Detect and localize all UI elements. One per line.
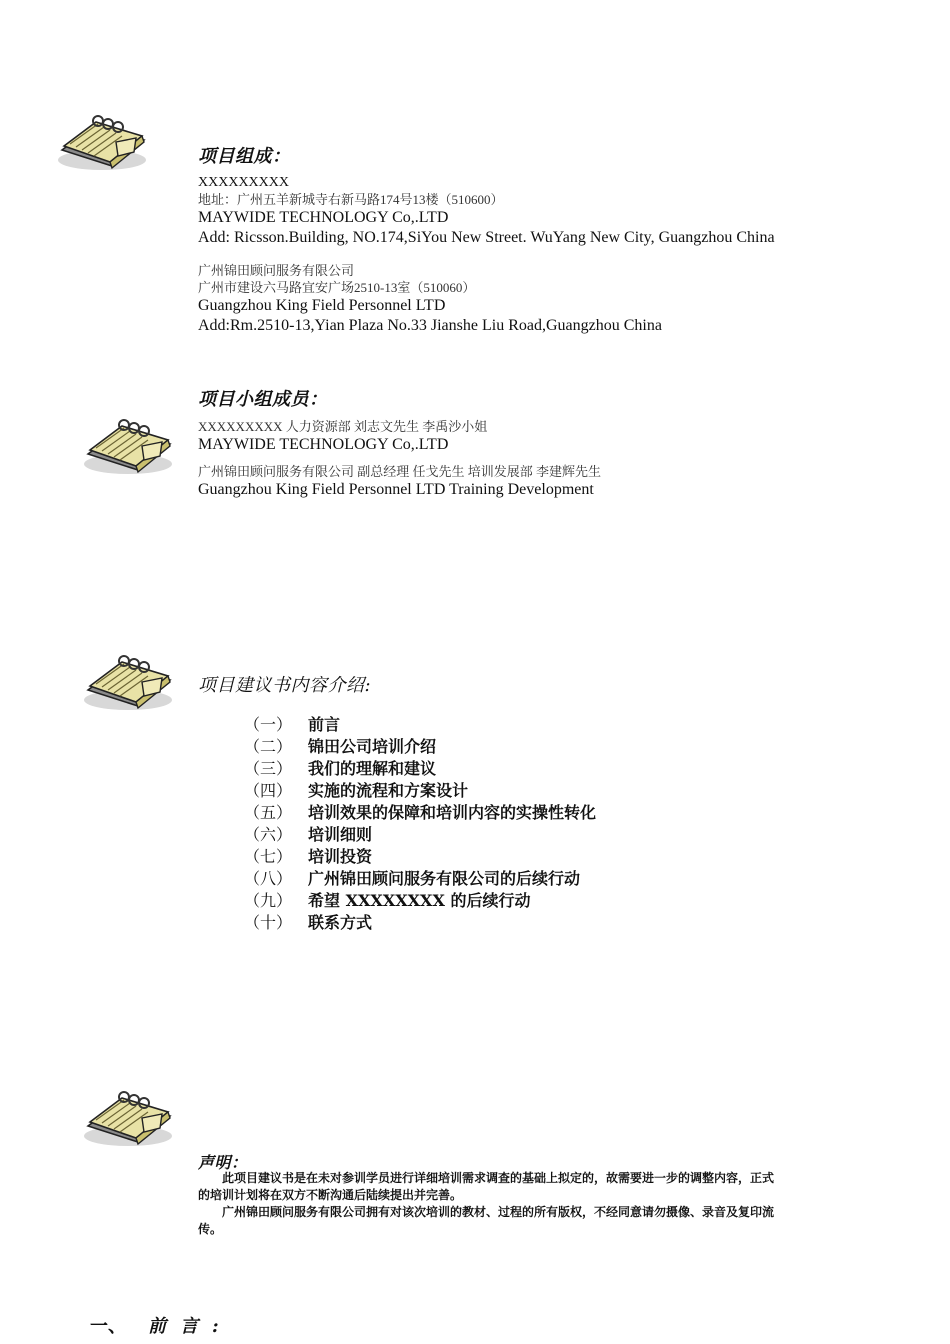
toc-label: 希望 XXXXXXXX 的后续行动 (308, 891, 531, 910)
toc-label: 锦田公司培训介绍 (308, 737, 437, 756)
toc-item (244, 868, 596, 890)
members-title: 项目小组成员： (198, 389, 328, 410)
toc-item (244, 890, 596, 912)
toc-num: （二） (244, 737, 293, 756)
contents-title: 项目建议书内容介绍: (198, 675, 372, 696)
chapter1-heading (90, 1312, 233, 1338)
chapter1-number: 一、 (90, 1316, 126, 1337)
company1-name: XXXXXXXXX (198, 175, 289, 190)
chapter1-title: 前言: (148, 1316, 233, 1337)
composition-title: 项目组成： (198, 146, 291, 167)
company2-name-cn: 广州锦田顾问服务有限公司 (198, 263, 355, 278)
company2-address-en: Add:Rm.2510-13,Yian Plaza No.33 Jianshe Liu Road,Guangzhou China (198, 317, 662, 334)
toc-num: （五） (244, 803, 293, 822)
toc-item (244, 824, 596, 846)
toc-num: （一） (244, 715, 293, 734)
members-line1: XXXXXXXXX 人力资源部 刘志文先生 李禹沙小姐 (198, 419, 488, 434)
toc-label: 培训细则 (308, 825, 373, 844)
company1-name-en: MAYWIDE TECHNOLOGY Co,.LTD (198, 209, 449, 226)
company1-address-cn: 地址：广州五羊新城寺右新马路174号13楼（510600） (198, 192, 504, 207)
declaration-title: 声明： (198, 1153, 248, 1172)
book-icon (56, 112, 148, 174)
toc-label: 培训效果的保障和培训内容的实操性转化 (308, 803, 597, 822)
toc-label: 实施的流程和方案设计 (308, 781, 469, 800)
members-line3: 广州锦田顾问服务有限公司 副总经理 任戈先生 培训发展部 李建辉先生 (198, 464, 602, 479)
declaration-para2: 广州锦田顾问服务有限公司拥有对该次培训的教材、过程的所有版权，不经同意请勿摄像、录音及复印流传。 (198, 1205, 775, 1236)
members-line2: MAYWIDE TECHNOLOGY Co,.LTD (198, 436, 449, 453)
toc-item (244, 736, 596, 758)
company1-address-en: Add: Ricsson.Building, NO.174,SiYou New Street. WuYang New City, Guangzhou China (198, 229, 775, 246)
toc-item (244, 780, 596, 802)
toc-item (244, 758, 596, 780)
contents-list (244, 714, 596, 934)
toc-num: （十） (244, 913, 293, 932)
book-icon (82, 652, 174, 714)
toc-num: （六） (244, 825, 293, 844)
declaration-body (198, 1170, 778, 1238)
toc-item (244, 846, 596, 868)
toc-label: 我们的理解和建议 (308, 759, 437, 778)
members-line4: Guangzhou King Field Personnel LTD Training Development (198, 481, 594, 498)
composition-block (198, 174, 775, 336)
book-icon (82, 1088, 174, 1150)
toc-num: （八） (244, 869, 293, 888)
toc-label: 广州锦田顾问服务有限公司的后续行动 (308, 869, 581, 888)
toc-item (244, 714, 596, 736)
toc-num: （九） (244, 891, 293, 910)
toc-label: 培训投资 (308, 847, 373, 866)
book-icon (82, 416, 174, 478)
company2-name-en: Guangzhou King Field Personnel LTD (198, 297, 446, 314)
toc-item (244, 802, 596, 824)
declaration-para1: 此项目建议书是在未对参训学员进行详细培训需求调查的基础上拟定的，故需要进一步的调整内容，正式的培训计划将在双方不断沟通后陆续提出并完善。 (198, 1171, 775, 1202)
toc-num: （三） (244, 759, 293, 778)
toc-label: 联系方式 (308, 913, 373, 932)
company2-address-cn: 广州市建设六马路宜安广场2510-13室（510060） (198, 280, 476, 295)
toc-label: 前言 (308, 715, 341, 734)
toc-num: （七） (244, 847, 293, 866)
members-block (198, 418, 601, 500)
toc-item (244, 912, 596, 934)
toc-num: （四） (244, 781, 293, 800)
